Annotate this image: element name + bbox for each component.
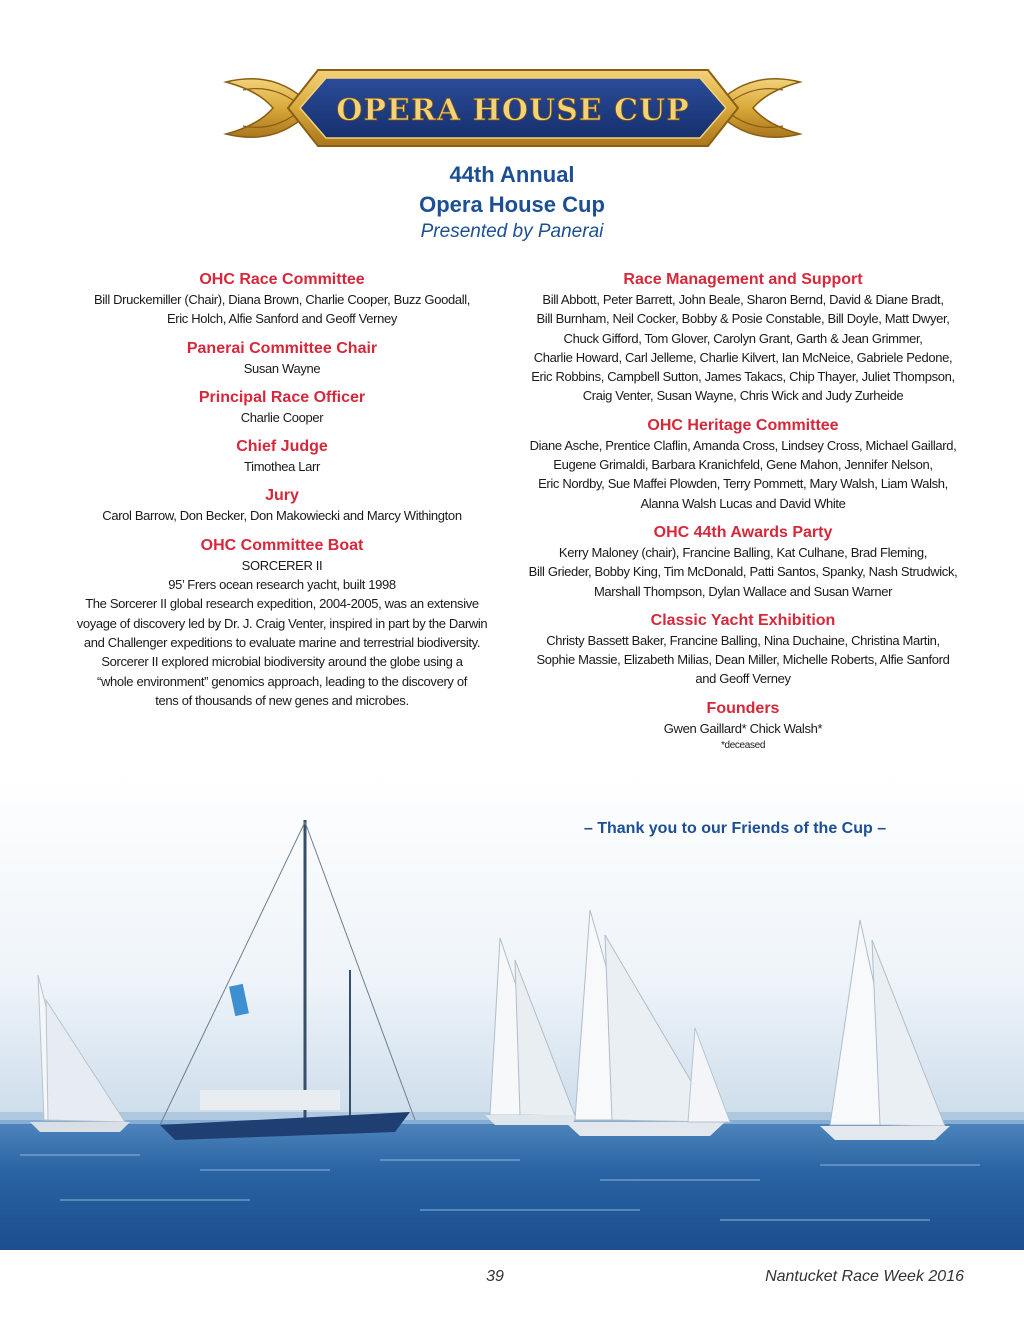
section-heading: OHC 44th Awards Party	[653, 523, 833, 541]
section-line: Christy Bassett Baker, Francine Balling, Nina Duchaine, Christina Martin,	[546, 632, 940, 648]
svg-text:OPERA HOUSE CUP: OPERA HOUSE CUP	[336, 93, 690, 128]
title-line-annual: 44th Annual	[449, 162, 575, 187]
section-line: Charlie Howard, Carl Jelleme, Charlie Kilvert, Ian McNeice, Gabriele Pedone,	[533, 349, 953, 365]
section-principal-race-officer	[62, 388, 502, 427]
publication-name: Nantucket Race Week 2016	[765, 1268, 964, 1285]
section-heading: OHC Heritage Committee	[647, 416, 839, 434]
section-line: The Sorcerer II global research expedition, 2004-2005, was an extensive	[85, 596, 479, 612]
section-heading: Founders	[706, 699, 780, 717]
section-line: and Challenger expeditions to evaluate marine and terrestrial biodiversity.	[83, 634, 481, 650]
section-heading: Principal Race Officer	[198, 388, 366, 406]
opera-house-cup-banner	[218, 60, 808, 156]
section-ohc-committee-boat	[62, 536, 502, 710]
section-line: Susan Wayne	[243, 360, 321, 376]
section-panerai-committee-chair	[62, 339, 502, 378]
section-founders	[518, 699, 968, 754]
section-line: Sorcerer II explored microbial biodiversity around the globe using a	[101, 654, 463, 670]
section-chief-judge	[62, 437, 502, 476]
section-jury	[62, 486, 502, 525]
section-line: Eric Robbins, Campbell Sutton, James Takacs, Chip Thayer, Juliet Thompson,	[531, 369, 955, 385]
section-line: SORCERER II	[241, 557, 323, 573]
section-line: Alanna Walsh Lucas and David White	[640, 495, 846, 511]
section-heading: OHC Race Committee	[199, 271, 365, 288]
section-heading: Panerai Committee Chair	[186, 339, 378, 357]
section-classic-yacht-exhibition	[518, 611, 968, 689]
section-line: Gwen Gaillard* Chick Walsh*	[663, 720, 823, 736]
section-ohc-heritage-committee	[518, 416, 968, 513]
section-line: Carol Barrow, Don Becker, Don Makowiecki and Marcy Withington	[102, 508, 462, 524]
section-heading: Jury	[265, 487, 299, 505]
thank-you-banner: – Thank you to our Friends of the Cup –	[583, 820, 887, 837]
section-line: 95’ Frers ocean research yacht, built 1998	[168, 577, 396, 593]
section-ohc-race-committee	[62, 270, 502, 329]
section-line: Eugene Grimaldi, Barbara Kranichfeld, Gene Mahon, Jennifer Nelson,	[553, 457, 933, 473]
section-heading: Race Management and Support	[623, 271, 863, 288]
section-line: Chuck Gifford, Tom Glover, Carolyn Grant, Garth & Jean Grimmer,	[563, 330, 923, 346]
section-line: Bill Abbott, Peter Barrett, John Beale, Sharon Bernd, David & Diane Bradt,	[542, 292, 944, 307]
left-column	[62, 270, 502, 720]
title-line-sponsor: Presented by Panerai	[420, 221, 604, 242]
page-footer	[0, 1268, 1024, 1292]
section-line: Timothea Larr	[244, 459, 320, 475]
section-line: and Geoff Verney	[695, 671, 791, 687]
section-line: Marshall Thompson, Dylan Wallace and Susan Warner	[593, 583, 893, 599]
page-number: 39	[486, 1268, 504, 1285]
section-line: Charlie Cooper	[240, 409, 324, 425]
right-column	[518, 270, 968, 764]
section-line: Bill Druckemiller (Chair), Diana Brown, Charlie Cooper, Buzz Goodall,	[93, 292, 471, 307]
section-line: Diane Asche, Prentice Claflin, Amanda Cross, Lindsey Cross, Michael Gaillard,	[529, 437, 957, 453]
section-race-management	[518, 270, 968, 406]
section-line: Eric Holch, Alfie Sanford and Geoff Verney	[166, 311, 398, 327]
section-line: Craig Venter, Susan Wayne, Chris Wick and Judy Zurheide	[582, 388, 904, 404]
section-line: Sophie Massie, Elizabeth Milias, Dean Miller, Michelle Roberts, Alfie Sanford	[536, 652, 950, 668]
section-line: “whole environment” genomics approach, leading to the discovery of	[96, 673, 467, 689]
section-line: Eric Nordby, Sue Maffei Plowden, Terry Pommett, Mary Walsh, Liam Walsh,	[538, 476, 948, 492]
event-title	[312, 160, 712, 244]
section-line: Bill Burnham, Neil Cocker, Bobby & Posie Constable, Bill Doyle, Matt Dwyer,	[536, 311, 950, 327]
section-heading: Chief Judge	[236, 438, 328, 456]
section-line: Bill Grieder, Bobby King, Tim McDonald, Patti Santos, Spanky, Nash Strudwick,	[528, 564, 958, 580]
section-heading: OHC Committee Boat	[200, 536, 364, 554]
section-line: voyage of discovery led by Dr. J. Craig Venter, inspired in part by the Darwin	[76, 615, 488, 631]
title-line-cup: Opera House Cup	[419, 192, 605, 217]
section-line: Kerry Maloney (chair), Francine Balling, Kat Culhane, Brad Fleming,	[558, 544, 928, 560]
deceased-note: *deceased	[720, 740, 766, 752]
section-line: tens of thousands of new genes and microbes.	[155, 692, 409, 708]
section-heading: Classic Yacht Exhibition	[650, 611, 836, 629]
section-awards-party	[518, 523, 968, 601]
